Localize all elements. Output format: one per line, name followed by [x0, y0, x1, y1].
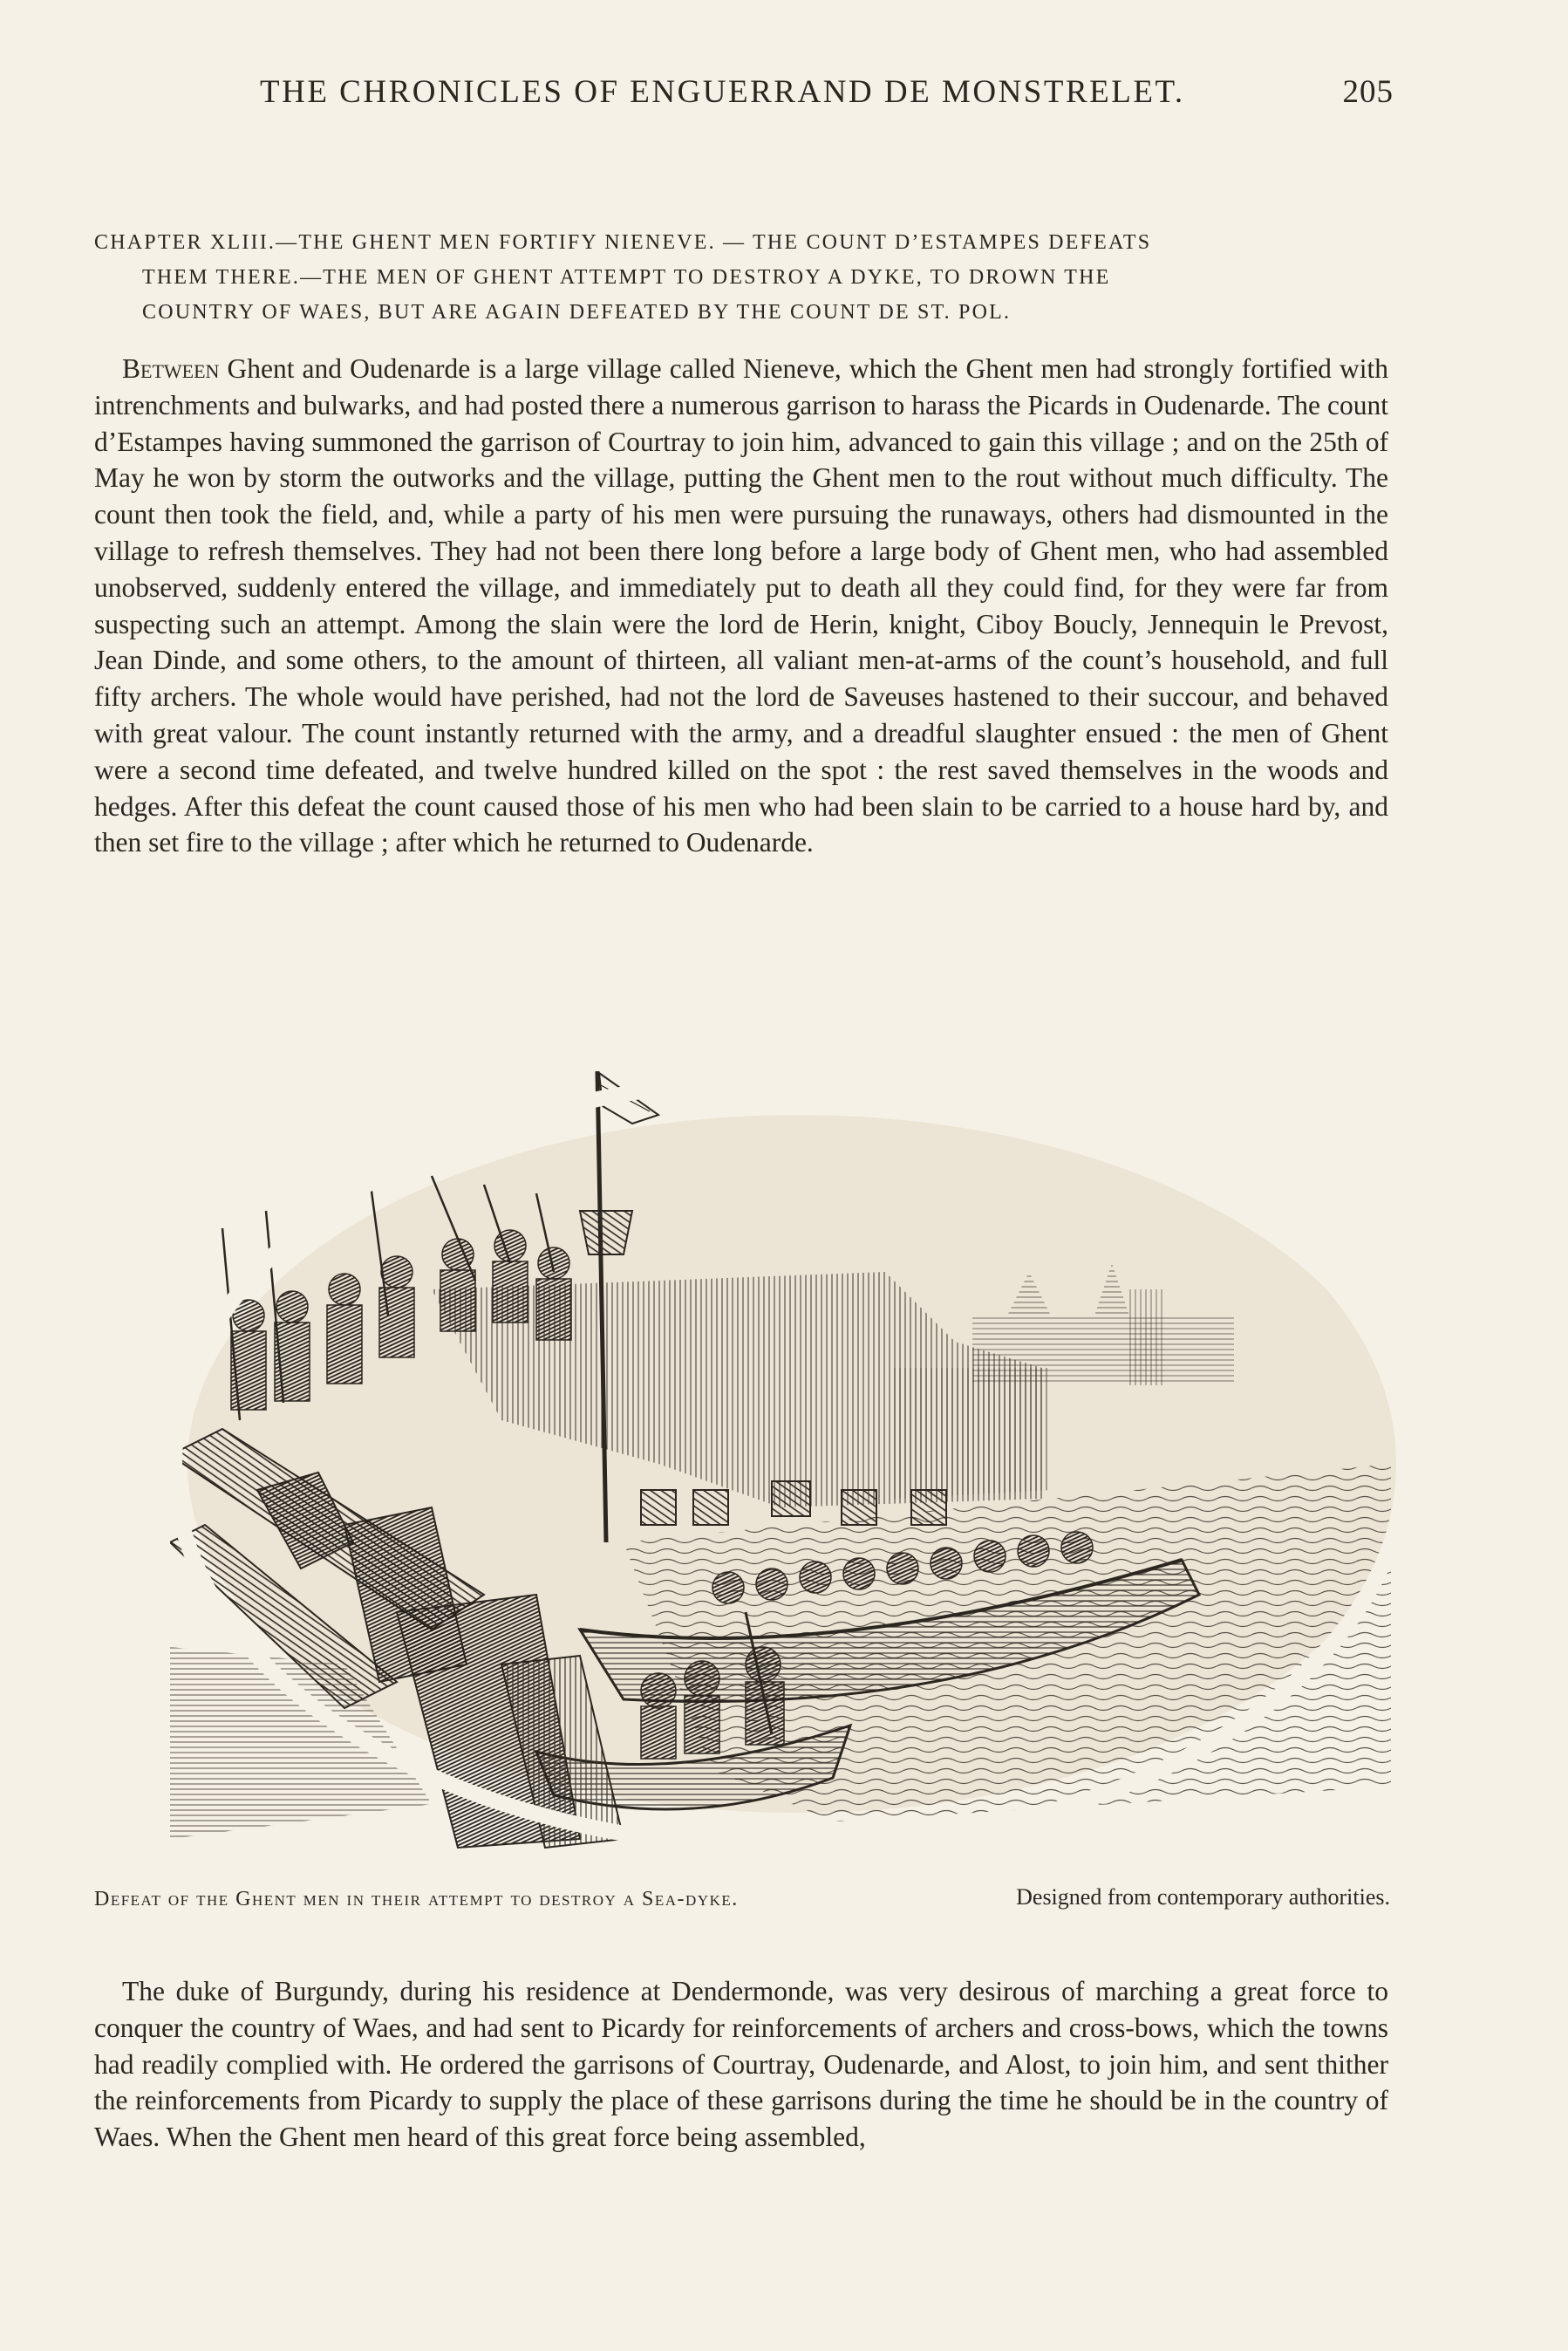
running-title: THE CHRONICLES OF ENGUERRAND DE MONSTRELET. — [260, 74, 1185, 110]
paragraph-1-text: Ghent and Oudenarde is a large village called Nieneve, which the Ghent men had strongly fortified with intrenchments and bulwarks, and had posted there a numerous garrison to harass the Picards in Oudenarde. The count d’Estampes having summoned the garrison of Courtray to join him, advanced to gain this village ; and on the 25th of May he won by storm the outworks and the village, putting the Ghent men to the rout without much difficulty. The count then took the field, and, while a party of his men were pursuing the runaways, others had dismounted in the village to refresh themselves. They had not been there long before a large body of Ghent men, who had assembled unobserved, suddenly entered the village, and immediately put to death all they could find, for they were far from suspecting such an attempt. Among the slain were the lord de Herin, knight, Ciboy Boucly, Jennequin le Prevost, Jean Dinde, and some others, to the amount of thirteen, all valiant men-at-arms of the count’s household, and full fifty archers. The whole would have perished, had not the lord de Saveuses hastened to their succour, and behaved with great valour. The count instantly returned with the army, and a dreadful slaughter ensued : the men of Ghent were a second time defeated, and twelve hundred killed on the spot : the rest saved themselves in the woods and hedges. After this defeat the count caused those of his men who had been slain to be carried to a house hard by, and then set fire to the village ; after which he returned to Oudenarde. — [94, 353, 1388, 858]
chapter-heading — [94, 225, 1390, 330]
paragraph-lead-word: Between — [122, 353, 220, 384]
paragraph-2 — [94, 1973, 1388, 2156]
paragraph-1 — [94, 351, 1388, 861]
chapter-heading-line: COUNTRY OF WAES, BUT ARE AGAIN DEFEATED BY THE COUNT DE ST. POL. — [142, 301, 1012, 324]
paragraph-2-text: The duke of Burgundy, during his residence at Dendermonde, was very desirous of marching a great force to conquer the country of Waes, and had sent to Picardy for reinforcements of archers and cross-bows, which the towns had readily complied with. He ordered the garrisons of Courtray, Oudenarde, and Alost, to join him, and sent thither the reinforcements from Picardy to supply the place of these garrisons during the time he should be in the country of Waes. When the Ghent men heard of this great force being assembled, — [94, 1976, 1388, 2153]
chapter-heading-line: CHAPTER XLIII.—THE GHENT MEN FORTIFY NIENEVE. — THE COUNT D’ESTAMPES DEFEATS — [94, 231, 1152, 254]
page-number: 205 — [1342, 74, 1394, 110]
chapter-heading-line: THEM THERE.—THE MEN OF GHENT ATTEMPT TO DESTROY A DYKE, TO DROWN THE — [142, 266, 1111, 289]
running-header — [260, 73, 1394, 126]
caption-credit: Designed from contemporary authorities. — [1016, 1884, 1390, 1910]
figure-caption — [94, 1884, 1390, 1923]
caption-title: Defeat of the Ghent men in their attempt to destroy a Sea-dyke. — [94, 1888, 739, 1910]
engraving-illustration — [170, 1054, 1408, 1856]
